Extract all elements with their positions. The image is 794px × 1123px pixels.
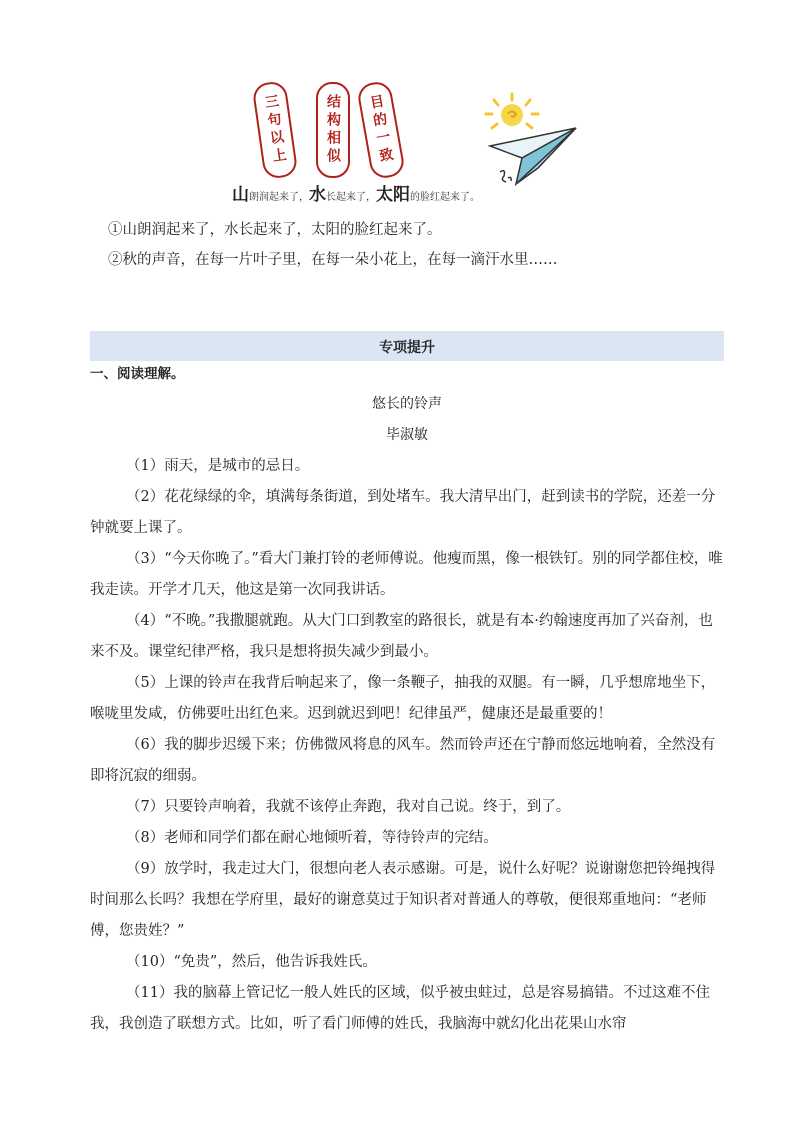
tag-same-purpose — [356, 80, 406, 180]
paper-plane-icon — [486, 124, 582, 198]
paragraph-5: （5）上课的铃声在我背后响起来了，像一条鞭子，抽我的双腿。有一瞬，几乎想席地坐下，喉咙里发咸，仿佛要吐出红色来。迟到就迟到吧！纪律虽严，健康还是最重要的！ — [90, 675, 716, 722]
paragraph-6: （6）我的脚步迟缓下来；仿佛微风将息的风车。然而铃声还在宁静而悠远地响着，全然没有即将沉寂的细弱。 — [90, 737, 716, 784]
tag-similar-structure — [316, 82, 350, 178]
paragraph-1: （1）雨天，是城市的忌日。 — [126, 458, 310, 474]
caption-small-2: 长起来了， — [326, 192, 376, 203]
paragraph-4: （4）“不晚。”我撒腿就跑。从大门口到教室的路很长，就是有本·约翰速度再加了兴奋剂，也来不及。课堂纪律严格，我只是想将损失减少到最小。 — [90, 613, 713, 660]
tag-three-sentences-text: 三句以上 — [262, 93, 288, 167]
illustration-caption — [232, 180, 480, 205]
paragraph-3: （3）“今天你晚了。”看大门兼打铃的老师傅说。他瘦而黑，像一根铁钉。别的同学都住校，唯我走读。开学才几天，他这是第一次同我讲话。 — [90, 551, 723, 598]
section-label: 一、阅读理解。 — [90, 366, 185, 382]
tag-similar-structure-text: 结构相似 — [325, 94, 341, 166]
caption-big-2: 水 — [309, 185, 326, 205]
paragraph-7: （7）只要铃声响着，我就不该停止奔跑，我对自己说。终于，到了。 — [126, 799, 571, 815]
banner-title: 专项提升 — [379, 340, 435, 356]
caption-small-1: 朗润起来了， — [249, 192, 309, 203]
paragraph-10: （10）“免贵”，然后，他告诉我姓氏。 — [126, 954, 377, 970]
paragraph-9: （9）放学时，我走过大门，很想向老人表示感谢。可是，说什么好呢？说谢谢您把铃绳拽得时间那么长吗？我想在学府里，最好的谢意莫过于知识者对普通人的尊敬，便很郑重地问：“老师傅，您贵姓？” — [90, 861, 716, 939]
article-title: 悠长的铃声 — [372, 396, 442, 412]
caption-big-1: 山 — [232, 185, 249, 205]
paragraph-2: （2）花花绿绿的伞，填满每条街道，到处堵车。我大清早出门，赶到读书的学院，还差一分钟就要上课了。 — [90, 489, 716, 536]
caption-big-3: 太阳 — [376, 185, 410, 205]
tag-three-sentences — [251, 80, 298, 180]
example-2: ②秋的声音，在每一片叶子里，在每一朵小花上，在每一滴汗水里…… — [108, 252, 558, 268]
section-banner — [90, 331, 724, 361]
article-author: 毕淑敏 — [386, 427, 428, 443]
example-1: ①山朗润起来了，水长起来了，太阳的脸红起来了。 — [108, 222, 442, 238]
paragraph-11: （11）我的脑幕上管记忆一般人姓氏的区域，似乎被虫蛀过，总是容易搞错。不过这难不住我，我创造了联想方式。比如，听了看门师傅的姓氏，我脑海中就幻化出花果山水帘 — [90, 985, 710, 1032]
caption-small-3: 的脸红起来了。 — [410, 192, 480, 203]
paragraph-8: （8）老师和同学们都在耐心地倾听着，等待铃声的完结。 — [126, 830, 498, 846]
tag-same-purpose-text: 目的一致 — [366, 93, 396, 167]
